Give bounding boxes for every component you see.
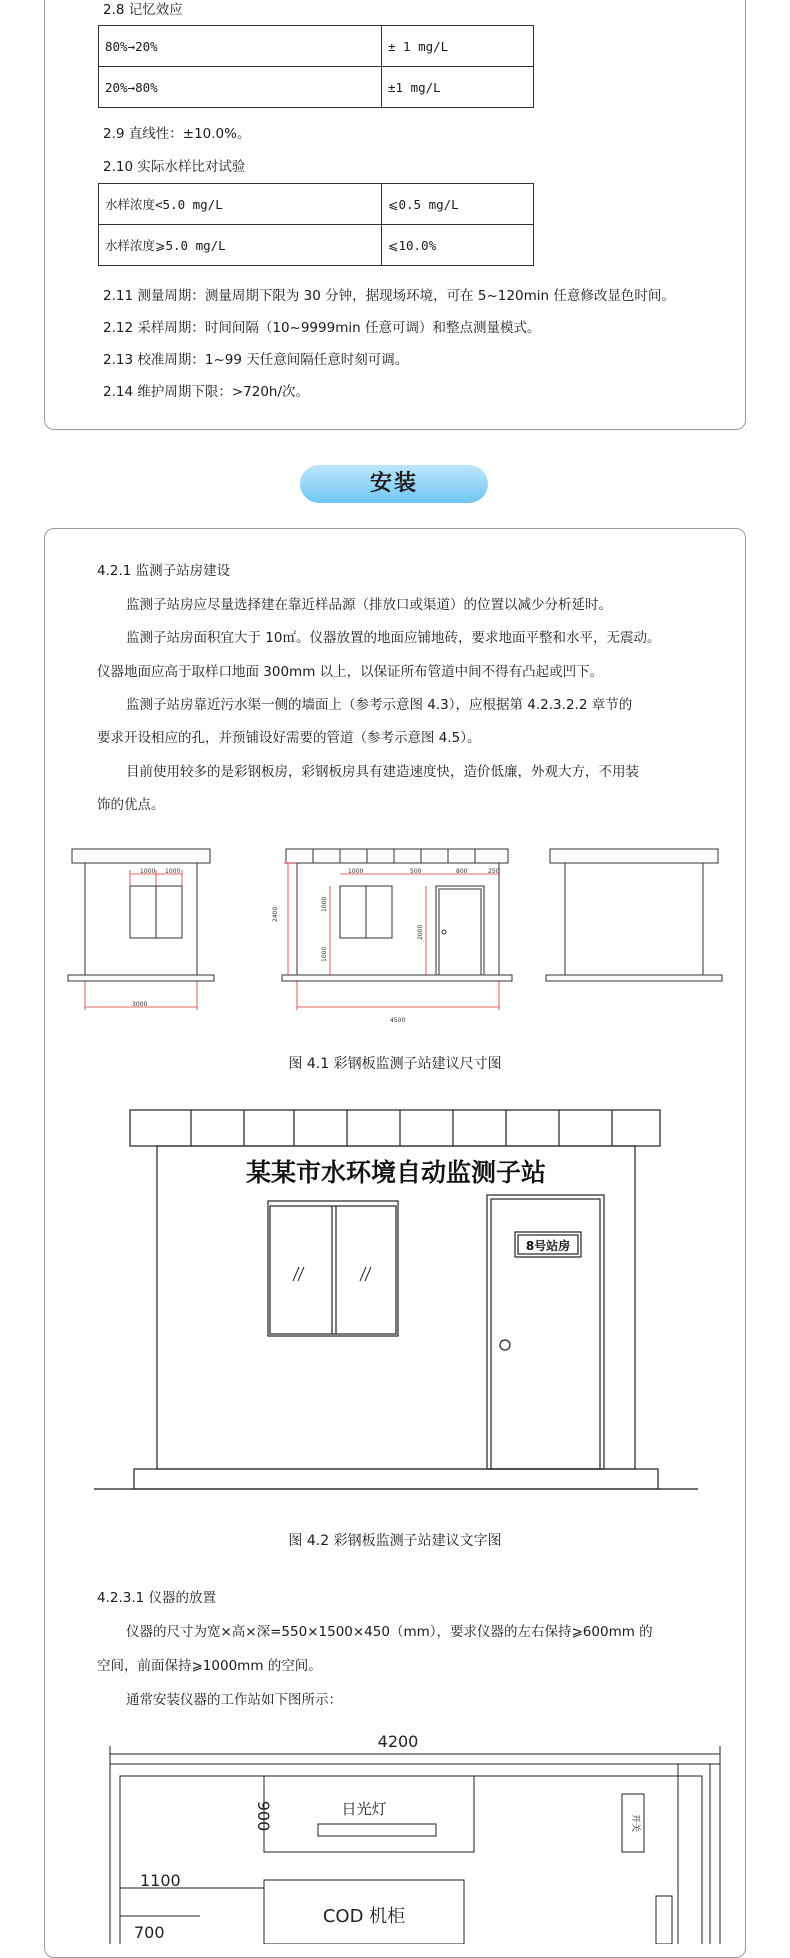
spec-2-9: 2.9 直线性：±10.0%。 [103,126,251,142]
spec-2-8-title: 2.8 记忆效应 [103,2,183,18]
figure-4-1-drawing [60,840,740,1030]
cod-cabinet-label: COD 机柜 [322,1906,406,1927]
dim-label: 2000 [417,924,424,940]
paragraph-5a: 仪器的尺寸为宽×高×深=550×1500×450（mm），要求仪器的左右保持⩾600mm 的 [126,1624,653,1640]
paragraph-4a: 目前使用较多的是彩钢板房，彩钢板房具有建造速度快，造价低廉，外观大方，不用装 [126,764,639,780]
figure-4-2-caption: 图 4.2 彩钢板监测子站建议文字图 [288,1533,502,1549]
dim-label: 1000 [140,868,156,875]
table-cell: 水样浓度<5.0 mg/L [99,184,382,225]
spec-2-13: 2.13 校准周期：1~99 天任意间隔任意时刻可调。 [103,352,409,368]
dim-label: 800 [456,868,468,875]
paragraph-2b: 仪器地面应高于取样口地面 300mm 以上，以保证所布管道中间不得有凸起或凹下。 [97,664,604,680]
dim-label: 1000 [321,896,328,912]
dim-label: 250 [488,868,500,875]
plan-depth-label: 900 [254,1800,273,1832]
dim-label: 500 [410,868,422,875]
fluorescent-light-label: 日光灯 [341,1800,387,1818]
paragraph-6: 通常安装仪器的工作站如下图所示： [126,1692,342,1708]
dim-label: 3000 [132,1001,148,1008]
table-cell: ± 1 mg/L [382,26,534,67]
table-cell: 80%→20% [99,26,382,67]
table-cell: 水样浓度⩾5.0 mg/L [99,225,382,266]
table-cell: ⩽10.0% [382,225,534,266]
heading-4-2-1: 4.2.1 监测子站房建设 [97,563,231,579]
switch-label: 开关 [630,1813,640,1833]
left-dimension-1100: 1100 [140,1871,181,1890]
spec-2-10-title: 2.10 实际水样比对试验 [103,159,246,175]
figure-4-1-caption: 图 4.1 彩钢板监测子站建议尺寸图 [288,1056,502,1072]
figure-4-2-drawing [90,1105,710,1495]
station-name: 某某市水环境自动监测子站 [245,1158,547,1187]
section-title-install: 安装 [300,465,488,503]
plan-width-label: 4200 [377,1732,419,1751]
memory-effect-table [98,25,534,108]
sample-comparison-table [98,183,534,266]
heading-4-2-3-1: 4.2.3.1 仪器的放置 [97,1590,217,1606]
dim-label: 1000 [165,868,181,875]
spec-2-12: 2.12 采样周期：时间间隔（10~9999min 任意可调）和整点测量模式。 [103,320,541,336]
table-cell: ⩽0.5 mg/L [382,184,534,225]
spec-2-11: 2.11 测量周期：测量周期下限为 30 分钟，据现场环境，可在 5~120min 任意修改显色时间。 [103,288,675,304]
paragraph-2a: 监测子站房面积宜大于 10㎡。仪器放置的地面应铺地砖，要求地面平整和水平，无震动。 [126,630,661,646]
door-sign: 8号站房 [525,1239,571,1253]
paragraph-3a: 监测子站房靠近污水渠一侧的墙面上（参考示意图 4.3），应根据第 4.2.3.2.2 章节的 [126,697,633,713]
spec-2-14: 2.14 维护周期下限：>720h/次。 [103,384,310,400]
paragraph-5b: 空间，前面保持⩾1000mm 的空间。 [97,1658,322,1674]
dim-label: 1000 [348,868,364,875]
workstation-plan-drawing [100,1720,730,1944]
dim-label: 2400 [272,906,279,922]
paragraph-1: 监测子站房应尽量选择建在靠近样品源（排放口或渠道）的位置以减少分析延时。 [126,597,612,613]
dim-label: 4500 [390,1017,406,1024]
left-dimension-700: 700 [134,1923,165,1942]
table-row [99,184,534,225]
paragraph-3b: 要求开设相应的孔，并预铺设好需要的管道（参考示意图 4.5）。 [97,730,481,746]
table-cell: 20%→80% [99,67,382,108]
table-row [99,67,534,108]
dim-label: 1000 [321,946,328,962]
table-row [99,225,534,266]
table-cell: ±1 mg/L [382,67,534,108]
paragraph-4b: 饰的优点。 [97,797,165,813]
table-row [99,26,534,67]
